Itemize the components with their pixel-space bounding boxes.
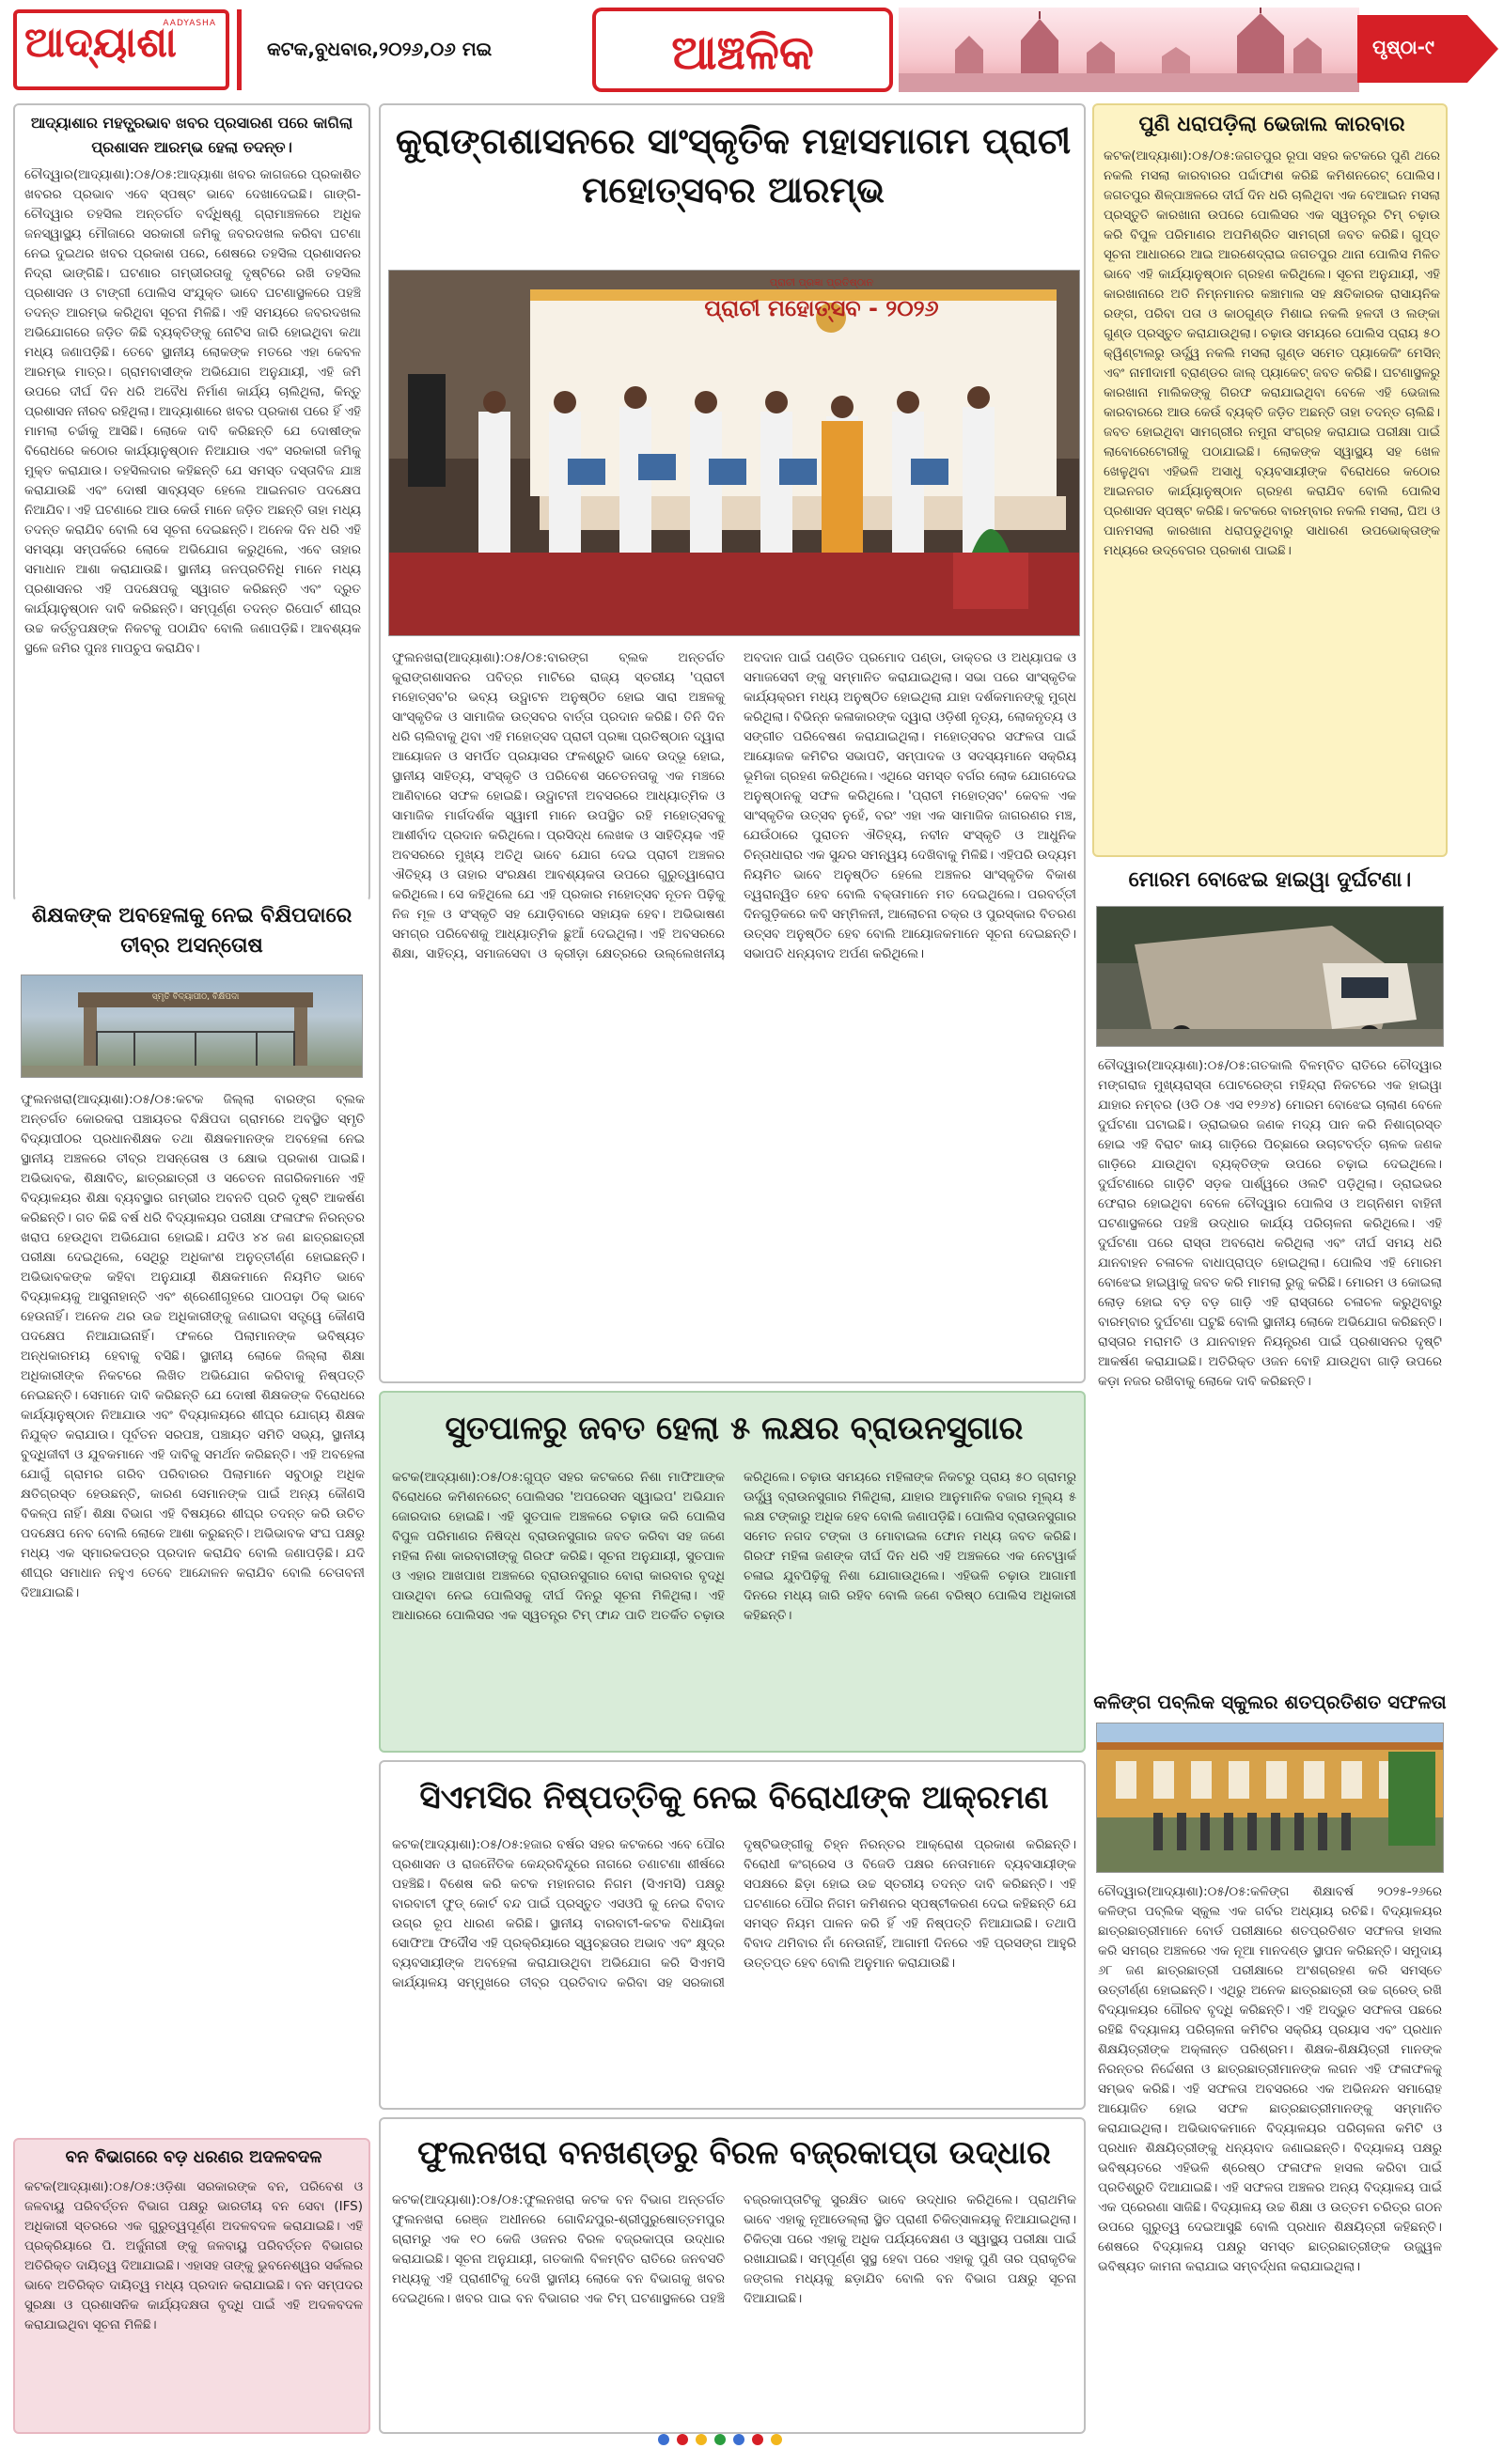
article-9-headline: ମୋରମ ବୋଝେଇ ହାଇୱା ଦୁର୍ଘଟଣା। bbox=[1128, 868, 1412, 892]
dateline: କଟକ,ବୁଧବାର,୨୦୨୬,୦୬ ମଇ bbox=[267, 38, 493, 60]
article-2 bbox=[13, 897, 370, 2105]
article-1 bbox=[13, 103, 370, 902]
article-4 bbox=[379, 103, 1086, 1383]
article-2-body: ଫୁଲନଖରା(ଆଦ୍ୟାଶା):୦୫/୦୫:କଟକ ଜିଲ୍ଲା ବାରଙ୍ଗ ବ୍ଲକ ଅନ୍ତର୍ଗତ କୋରକରା ପଞ୍ଚାୟତର ବିକ୍ଷିପଦା ଗ୍ରାମରେ ଅବସ୍ଥିତ ସ୍ମୃତି ବିଦ୍ୟାପୀଠର ପ୍ରଧାନଶିକ୍ଷକ ତଥା ଶିକ୍ଷକମାନଙ୍କ ଅବହେଳା ନେଇ ସ୍ଥାନୀୟ ଅଞ୍ଚଳରେ ତୀବ୍ର ଅସନ୍ତୋଷ ଓ କ୍ଷୋଭ ପ୍ରକାଶ ପାଇଛି। ଅଭିଭାବକ, ଶିକ୍ଷାବିତ୍, ଛାତ୍ରଛାତ୍ରୀ ଓ ସଚେତନ ନାଗରିକମାନେ ଏହି ବିଦ୍ୟାଳୟର ଶିକ୍ଷା ବ୍ୟବସ୍ଥାର ଗମ୍ଭୀର ଅବନତି ପ୍ରତି ଦୃଷ୍ଟି ଆକର୍ଷଣ କରିଛନ୍ତି। ଗତ କିଛି ବର୍ଷ ଧରି ବିଦ୍ୟାଳୟର ପରୀକ୍ଷା ଫଳାଫଳ ନିରନ୍ତର ଖରାପ ହେଉଥିବା ଅଭିଯୋଗ ହୋଇଛି। ଯଦିଓ ୪୪ ଜଣ ଛାତ୍ରଛାତ୍ରୀ ପରୀକ୍ଷା ଦେଇଥିଲେ, ସେଥିରୁ ଅଧିକାଂଶ ଅନୁତ୍ତୀର୍ଣ୍ଣ ହୋଇଛନ୍ତି। ଅଭିଭାବକଙ୍କ କହିବା ଅନୁଯାୟୀ ଶିକ୍ଷକମାନେ ନିୟମିତ ଭାବେ ବିଦ୍ୟାଳୟକୁ ଆସୁନାହାନ୍ତି ଏବଂ ଶ୍ରେଣୀଗୃହରେ ପାଠପଢ଼ା ଠିକ୍ ଭାବେ ହେଉନାହିଁ। ଅନେକ ଥର ଉଚ୍ଚ ଅଧିକାରୀଙ୍କୁ ଜଣାଇବା ସତ୍ତ୍ୱେ କୌଣସି ପଦକ୍ଷେପ ନିଆଯାଇନାହିଁ। ଫଳରେ ପିଲାମାନଙ୍କ ଭବିଷ୍ୟତ ଅନ୍ଧକାରମୟ ହେବାକୁ ବସିଛି। ସ୍ଥାନୀୟ ଲୋକେ ଜିଲ୍ଲା ଶିକ୍ଷା ଅଧିକାରୀଙ୍କ ନିକଟରେ ଲିଖିତ ଅଭିଯୋଗ କରିବାକୁ ନିଷ୍ପତ୍ତି ନେଇଛନ୍ତି। ସେମାନେ ଦାବି କରିଛନ୍ତି ଯେ ଦୋଷୀ ଶିକ୍ଷକଙ୍କ ବିରୋଧରେ କାର୍ଯ୍ୟାନୁଷ୍ଠାନ ନିଆଯାଉ ଏବଂ ବିଦ୍ୟାଳୟରେ ଶୀଘ୍ର ଯୋଗ୍ୟ ଶିକ୍ଷକ ନିଯୁକ୍ତ କରାଯାଉ। ପୂର୍ବତନ ସରପଞ୍ଚ, ପଞ୍ଚାୟତ ସମିତି ସଭ୍ୟ, ସ୍ଥାନୀୟ ବୁଦ୍ଧିଜୀବୀ ଓ ଯୁବକମାନେ ଏହି ଦାବିକୁ ସମର୍ଥନ କରିଛନ୍ତି। ଏହି ଅବହେଳା ଯୋଗୁଁ ଗ୍ରାମର ଗରିବ ପରିବାରର ପିଲାମାନେ ସବୁଠାରୁ ଅଧିକ କ୍ଷତିଗ୍ରସ୍ତ ହେଉଛନ୍ତି, କାରଣ ସେମାନଙ୍କ ପାଇଁ ଅନ୍ୟ କୌଣସି ବିକଳ୍ପ ନାହିଁ। ଶିକ୍ଷା ବିଭାଗ ଏହି ବିଷୟରେ ଶୀଘ୍ର ତଦନ୍ତ କରି ଉଚିତ ପଦକ୍ଷେପ ନେବ ବୋଲି ଲୋକେ ଆଶା କରୁଛନ୍ତି। ଅଭିଭାବକ ସଂଘ ପକ୍ଷରୁ ମଧ୍ୟ ଏକ ସ୍ମାରକପତ୍ର ପ୍ରଦାନ କରାଯିବ ବୋଲି ଜଣାପଡ଼ିଛି। ଯଦି ଶୀଘ୍ର ସମାଧାନ ନହୁଏ ତେବେ ଆନ୍ଦୋଳନ କରାଯିବ ବୋଲି ଚେତାବନୀ ଦିଆଯାଇଛି। bbox=[21, 1092, 365, 1600]
dot-red-2-icon bbox=[752, 2434, 763, 2445]
festival-stage-photo bbox=[388, 270, 1080, 636]
article-3-headline: ବନ ବିଭାଗରେ ବଡ଼ ଧରଣର ଅଦଳବଦଳ bbox=[65, 2147, 322, 2167]
article-8 bbox=[1092, 103, 1448, 857]
truck-accident-photo bbox=[1096, 906, 1444, 1047]
article-6 bbox=[379, 1760, 1086, 2110]
temple-banner bbox=[899, 8, 1359, 92]
page-number-tag bbox=[1357, 15, 1498, 83]
festival-stage-image bbox=[389, 271, 1080, 636]
article-7-body: କଟକ(ଆଦ୍ୟାଶା):୦୫/୦୫:ଫୁଲନଖରା କଟକ ବନ ବିଭାଗ ଅନ୍ତର୍ଗତ ଫୁଲନଖରା ରେଞ୍ଜ ଅଧୀନରେ ଗୋବିନ୍ଦପୁର-ଶ୍ରୀପୁରୁଷୋତ୍ତମପୁର ଗ୍ରାମରୁ ଏକ ୧୦ କେଜି ଓଜନର ବିରଳ ବଜ୍ରକାପ୍ତା ଉଦ୍ଧାର କରାଯାଇଛି। ସୂଚନା ଅନୁଯାୟୀ, ଗତକାଲି ବିଳମ୍ବିତ ରାତିରେ ଜନବସତି ମଧ୍ୟକୁ ଏହି ପ୍ରାଣୀଟିକୁ ଦେଖି ସ୍ଥାନୀୟ ଲୋକେ ବନ ବିଭାଗକୁ ଖବର ଦେଇଥିଲେ। ଖବର ପାଇ ବନ ବିଭାଗର ଏକ ଟିମ୍ ଘଟଣାସ୍ଥଳରେ ପହଞ୍ଚି ବଜ୍ରକାପ୍ତାଟିକୁ ସୁରକ୍ଷିତ ଭାବେ ଉଦ୍ଧାର କରିଥିଲେ। ପ୍ରାଥମିକ ଭାବେ ଏହାକୁ ନୂଆଡେଲ୍ଲା ସ୍ଥିତ ପ୍ରାଣୀ ଚିକିତ୍ସାଳୟକୁ ନିଆଯାଇଥିଲା। ଚିକିତ୍ସା ପରେ ଏହାକୁ ଅଧିକ ପର୍ଯ୍ୟବେକ୍ଷଣ ଓ ସ୍ୱାସ୍ଥ୍ୟ ପରୀକ୍ଷା ପାଇଁ ରଖାଯାଇଛି। ସମ୍ପୂର୍ଣ୍ଣ ସୁସ୍ଥ ହେବା ପରେ ଏହାକୁ ପୁଣି ତାର ପ୍ରାକୃତିକ ଜଙ୍ଗଲ ମଧ୍ୟକୁ ଛଡ଼ାଯିବ ବୋଲି ବନ ବିଭାଗ ପକ୍ଷରୁ ସୂଚନା ଦିଆଯାଇଛି। bbox=[392, 2192, 1076, 2306]
article-1-headline: ଆଦ୍ୟାଶାର ମହତ୍ପ୍ରଭାବ ଖବର ପ୍ରସାରଣ ପରେ କାଗିଲା ପ୍ରଶାସନ ଆରମ୍ଭ ହେଲା ତଦନ୍ତ। bbox=[30, 114, 353, 156]
article-8-body: କଟକ(ଆଦ୍ୟାଶା):୦୫/୦୫:ଜଗତପୁର ରୂପା ସହର କଟକରେ ପୁଣି ଥରେ ନକଲି ମସଲା କାରବାରର ପର୍ଦ୍ଦାଫାଶ କରିଛି କମିଶନରେଟ୍ ପୋଲିସ। ଜଗତପୁର ଶିଳ୍ପାଞ୍ଚଳରେ ଦୀର୍ଘ ଦିନ ଧରି ଚାଲିଥିବା ଏକ ବେଆଇନ ମସଲା ପ୍ରସ୍ତୁତି କାରଖାନା ଉପରେ ପୋଲିସର ଏକ ସ୍ୱତନ୍ତ୍ର ଟିମ୍ ଚଢ଼ାଉ କରି ବିପୁଳ ପରିମାଣର ଅପମିଶ୍ରିତ ସାମଗ୍ରୀ ଜବତ କରିଛି। ଗୁପ୍ତ ସୂଚନା ଆଧାରରେ ଆଇ ଆରଶେଦ୍ରାଇ ଜଗତପୁର ଥାନା ପୋଲିସ ମିଳିତ ଭାବେ ଏହି କାର୍ଯ୍ୟାନୁଷ୍ଠାନ ଗ୍ରହଣ କରିଥିଲେ। ସୂଚନା ଅନୁଯାୟୀ, ଏହି କାରଖାନାରେ ଅତି ନିମ୍ନମାନର କଞ୍ଚାମାଲ ସହ କ୍ଷତିକାରକ ରାସାୟନିକ ରଙ୍ଗ, ପରିବା ପତା ଓ କାଠଗୁଣ୍ଡ ମିଶାଇ ନକଲି ହଳଦୀ ଓ ଲଙ୍କା ଗୁଣ୍ଡ ପ୍ରସ୍ତୁତ କରାଯାଉଥିଲା। ଚଢ଼ାଉ ସମୟରେ ପୋଲିସ ପ୍ରାୟ ୫୦ କ୍ୱିଣ୍ଟାଲରୁ ଊର୍ଦ୍ଧ୍ୱ ନକଲି ମସଲା ଗୁଣ୍ଡ ସମେତ ପ୍ୟାକେଜିଂ ମେସିନ୍ ଏବଂ ନାମୀଦାମୀ ବ୍ରାଣ୍ଡର ଜାଲ୍ ପ୍ୟାକେଟ୍ ଜବତ କରିଛି। ଘଟଣାସ୍ଥଳରୁ କାରଖାନା ମାଲିକଙ୍କୁ ଗିରଫ କରାଯାଇଥିବା ବେଳେ ଏହି ଭେଜାଲ କାରବାରରେ ଆଉ କେଉଁ ବ୍ୟକ୍ତି ଜଡ଼ିତ ଅଛନ୍ତି ତାହା ତଦନ୍ତ ଚାଲିଛି। ଜବତ ହୋଇଥିବା ସାମଗ୍ରୀର ନମୁନା ସଂଗ୍ରହ କରାଯାଇ ପରୀକ୍ଷା ପାଇଁ ଲାବୋରେଟୋରୀକୁ ପଠାଯାଇଛି। ଲୋକଙ୍କ ସ୍ୱାସ୍ଥ୍ୟ ସହ ଖେଳ ଖେଳୁଥିବା ଏହିଭଳି ଅସାଧୁ ବ୍ୟବସାୟୀଙ୍କ ବିରୋଧରେ କଠୋର ଆଇନଗତ କାର୍ଯ୍ୟାନୁଷ୍ଠାନ ଗ୍ରହଣ କରାଯିବ ବୋଲି ପୋଲିସ ପ୍ରଶାସନ ସ୍ପଷ୍ଟ କରିଛି। କଟକରେ ବାରମ୍ବାର ନକଲି ମସଲା, ଘିଅ ଓ ପାନମସଲା କାରଖାନା ଧରାପଡୁଥିବାରୁ ସାଧାରଣ ଉପଭୋକ୍ତାଙ୍କ ମଧ୍ୟରେ ଉଦ୍ବେଗର ପ୍ରକାଶ ପାଇଛି। bbox=[1104, 148, 1440, 558]
dot-yellow-icon bbox=[696, 2434, 707, 2445]
dot-green-icon bbox=[714, 2434, 726, 2445]
article-5-headline: ସୁତପାଳରୁ ଜବତ ହେଲା ୫ ଲକ୍ଷର ବ୍ରାଉନସୁଗାର bbox=[445, 1410, 1024, 1447]
section-title-box bbox=[592, 8, 893, 92]
truck-accident-image bbox=[1097, 907, 1444, 1047]
article-4-headline: କୁରାଙ୍ଗଶାସନରେ ସାଂସ୍କୃତିକ ମହାସମାଗମ ପ୍ରାଚୀ ମହୋତ୍ସବର ଆରମ୍ଭ bbox=[395, 120, 1072, 211]
article-6-body: କଟକ(ଆଦ୍ୟାଶା):୦୫/୦୫:ହଜାର ବର୍ଷର ସହର କଟକରେ ଏବେ ପୌର ପ୍ରଶାସନ ଓ ରାଜନୈତିକ କେନ୍ଦ୍ରବିନ୍ଦୁରେ ନାଗରେ ତଣାଟଣା ଶୀର୍ଷରେ ପହଞ୍ଚିଛି। ବିଶେଷ କରି କଟକ ମହାନଗର ନିଗମ (ସିଏମସି) ପକ୍ଷରୁ ବାରବାଟୀ ଫୁଡ୍ କୋର୍ଟ ବନ୍ଦ ପାଇଁ ପ୍ରସ୍ତୁତ ଏସଓପି କୁ ନେଇ ବିବାଦ ଉଗ୍ର ରୂପ ଧାରଣ କରିଛି। ସ୍ଥାନୀୟ ବାରବାଟୀ-କଟକ ବିଧାୟିକା ସୋଫିଆ ଫିର୍ଦୌସ ଏହି ପ୍ରକ୍ରିୟାରେ ସ୍ୱଚ୍ଛତାର ଅଭାବ ଏବଂ କ୍ଷୁଦ୍ର ବ୍ୟବସାୟୀଙ୍କ ଅବହେଳା କରାଯାଉଥିବା ଅଭିଯୋଗ କରି ସିଏମସି କାର୍ଯ୍ୟାଳୟ ସମ୍ମୁଖରେ ତୀବ୍ର ପ୍ରତିବାଦ କରିବା ସହ ସରକାରୀ ଦୃଷ୍ଟିଭଙ୍ଗୀକୁ ଚିହ୍ନ ନିରନ୍ତର ଆକ୍ରୋଶ ପ୍ରକାଶ କରିଛନ୍ତି। ବିରୋଧୀ କଂଗ୍ରେସ ଓ ବିଜେଡି ପକ୍ଷର ନେତାମାନେ ବ୍ୟବସାୟୀଙ୍କ ସପକ୍ଷରେ ଛିଡ଼ା ହୋଇ ଉଚ୍ଚ ସ୍ତରୀୟ ତଦନ୍ତ ଦାବି କରିଛନ୍ତି। ଏହି ଘଟଣାରେ ପୌର ନିଗମ କମିଶନର ସ୍ପଷ୍ଟୀକରଣ ଦେଇ କହିଛନ୍ତି ଯେ ସମସ୍ତ ନିୟମ ପାଳନ କରି ହିଁ ଏହି ନିଷ୍ପତ୍ତି ନିଆଯାଇଛି। ତଥାପି ବିବାଦ ଥମିବାର ନାଁ ନେଉନାହିଁ, ଆଗାମୀ ଦିନରେ ଏହି ପ୍ରସଙ୍ଗ ଆହୁରି ଉତ୍ତପ୍ତ ହେବ ବୋଲି ଅନୁମାନ କରାଯାଉଛି। bbox=[392, 1837, 1076, 1990]
page-number: ପୃଷ୍ଠା-୯ bbox=[1372, 36, 1434, 58]
article-6-headline: ସିଏମସିର ନିଷ୍ପତ୍ତିକୁ ନେଇ ବିରୋଧୀଙ୍କ ଆକ୍ରମଣ bbox=[419, 1779, 1049, 1817]
article-10 bbox=[1092, 1687, 1448, 2434]
dot-red-icon bbox=[677, 2434, 688, 2445]
page-indicator-dots bbox=[658, 2434, 846, 2449]
article-5-body: କଟକ(ଆଦ୍ୟାଶା):୦୫/୦୫:ଗୁପ୍ତ ସହର କଟକରେ ନିଶା ମାଫିଆଙ୍କ ବିରୋଧରେ କମିଶନରେଟ୍ ପୋଲିସର 'ଅପରେସନ ସ୍ୱାଇପ' ଅଭିଯାନ ଜୋରଦାର ହୋଇଛି। ଏହି ସୁତପାଳ ଅଞ୍ଚଳରେ ଚଢ଼ାଉ କରି ପୋଲିସ ବିପୁଳ ପରିମାଣର ନିଷିଦ୍ଧ ବ୍ରାଉନସୁଗାର ଜବତ କରିବା ସହ ଜଣେ ମହିଳା ନିଶା କାରବାରୀଙ୍କୁ ଗିରଫ କରିଛି। ସୂଚନା ଅନୁଯାୟୀ, ସୁତପାଳ ଓ ଏହାର ଆଖପାଖ ଅଞ୍ଚଳରେ ବ୍ରାଉନସୁଗାର ବୋରା କାରବାର ବୃଦ୍ଧି ପାଉଥିବା ନେଇ ପୋଲିସକୁ ଦୀର୍ଘ ଦିନରୁ ସୂଚନା ମିଳିଥିଲା। ଏହି ଆଧାରରେ ପୋଲିସର ଏକ ସ୍ୱତନ୍ତ୍ର ଟିମ୍ ଫାନ୍ଦ ପାତି ଅତର୍କିତ ଚଢ଼ାଉ କରିଥିଲେ। ଚଢ଼ାଉ ସମୟରେ ମହିଳାଙ୍କ ନିକଟରୁ ପ୍ରାୟ ୫୦ ଗ୍ରାମରୁ ଊର୍ଦ୍ଧ୍ୱ ବ୍ରାଉନସୁଗାର ମିଳିଥିଲା, ଯାହାର ଆନୁମାନିକ ବଜାର ମୂଲ୍ୟ ୫ ଲକ୍ଷ ଟଙ୍କାରୁ ଅଧିକ ହେବ ବୋଲି ଜଣାପଡ଼ିଛି। ପୋଲିସ ବ୍ରାଉନସୁଗାର ସମେତ ନଗଦ ଟଙ୍କା ଓ ମୋବାଇଲ ଫୋନ ମଧ୍ୟ ଜବତ କରିଛି। ଗିରଫ ମହିଳା ଜଣଙ୍କ ଦୀର୍ଘ ଦିନ ଧରି ଏହି ଅଞ୍ଚଳରେ ଏକ ନେଟୱାର୍କ ଚଳାଇ ଯୁବପିଢ଼ିକୁ ନିଶା ଯୋଗାଉଥିଲେ। ଏହିଭଳି ଚଢ଼ାଉ ଆଗାମୀ ଦିନରେ ମଧ୍ୟ ଜାରି ରହିବ ବୋଲି ଜଣେ ବରିଷ୍ଠ ପୋଲିସ ଅଧିକାରୀ କହିଛନ୍ତି। bbox=[392, 1470, 1076, 1623]
section-title: ଆଞ୍ଚଳିକ bbox=[671, 24, 814, 80]
logo-subtext: AADYASHA bbox=[163, 19, 216, 28]
article-10-headline: କଳିଙ୍ଗ ପବ୍ଲିକ ସ୍କୁଲର ଶତପ୍ରତିଶତ ସଫଳତା bbox=[1093, 1691, 1447, 1713]
article-2-headline: ଶିକ୍ଷକଙ୍କ ଅବହେଳାକୁ ନେଇ ବିକ୍ଷିପଦାରେ ତୀବ୍ର ଅସନ୍ତୋଷ bbox=[31, 904, 352, 958]
temple-silhouette-icon bbox=[899, 8, 1359, 92]
masthead-divider bbox=[237, 9, 242, 90]
festival-banner-top: ପ୍ରାଚୀ ପ୍ରଜ୍ଞା ପ୍ରତିଷ୍ଠାନ bbox=[769, 276, 874, 289]
article-3-body: କଟକ(ଆଦ୍ୟାଶା):୦୫/୦୫:ଓଡ଼ିଶା ସରକାରଙ୍କ ବନ, ପରିବେଶ ଓ ଜଳବାୟୁ ପରିବର୍ତ୍ତନ ବିଭାଗ ପକ୍ଷରୁ ଭାରତୀୟ ବନ ସେବା (IFS) ଅଧିକାରୀ ସ୍ତରରେ ଏକ ଗୁରୁତ୍ୱପୂର୍ଣ୍ଣ ଅଦଳବଦଳ କରାଯାଇଛି। ଏହି ପ୍ରକ୍ରିୟାରେ ପି. ଅର୍ଜୁନାରୀ ଙ୍କୁ ଜଳବାୟୁ ପରିବର୍ତ୍ତନ ବିଭାଗର ଅତିରିକ୍ତ ଦାୟିତ୍ୱ ଦିଆଯାଇଛି। ଏହାସହ ତାଙ୍କୁ ଭୁବନେଶ୍ୱର ସର୍କଲର ଭାବେ ଅତିରିକ୍ତ ଦାୟିତ୍ୱ ମଧ୍ୟ ପ୍ରଦାନ କରାଯାଇଛି। ବନ ସମ୍ପଦର ସୁରକ୍ଷା ଓ ପ୍ରଶାସନିକ କାର୍ଯ୍ୟଦକ୍ଷତା ବୃଦ୍ଧି ପାଇଁ ଏହି ଅଦଳବଦଳ କରାଯାଇଥିବା ସୂଚନା ମିଳିଛି। bbox=[24, 2179, 363, 2332]
school-students-image bbox=[1097, 1723, 1444, 1873]
dot-yellow-2-icon bbox=[771, 2434, 782, 2445]
article-5 bbox=[379, 1391, 1086, 1753]
dot-blue-2-icon bbox=[733, 2434, 744, 2445]
article-3 bbox=[13, 2138, 370, 2434]
school-gate-label: ସ୍ମୃତି ବିଦ୍ୟାପୀଠ, ବିକ୍ଷିପଦା bbox=[151, 992, 240, 1002]
dot-blue-icon bbox=[658, 2434, 669, 2445]
article-7-headline: ଫୁଲନଖରା ବନଖଣ୍ଡରୁ ବିରଳ ବଜ୍ରକାପ୍ତା ଉଦ୍ଧାର bbox=[417, 2134, 1051, 2172]
logo-text: ଆଦ୍ୟାଶା bbox=[24, 19, 177, 67]
article-1-body: ଚୌଦ୍ୱାର(ଆଦ୍ୟାଶା):୦୫/୦୫:ଆଦ୍ୟାଶା ଖବର କାଗଜରେ ପ୍ରକାଶିତ ଖବରର ପ୍ରଭାବ ଏବେ ସ୍ପଷ୍ଟ ଭାବେ ଦେଖାଦେଇଛି। ଗାଙ୍ଗି-ଚୌଦ୍ୱାର ତହସିଲ ଅନ୍ତର୍ଗତ ବର୍ଦ୍ଧିଷ୍ଣୁ ଗ୍ରାମାଞ୍ଚଳରେ ଅଧିକ ଜନସ୍ୱାସ୍ଥ୍ୟ ମୌଜାରେ ସରକାରୀ ଜମିକୁ ଜବରଦଖଲ କରିବା ଘଟଣା ନେଇ ଦୁଇଥର ଖବର ପ୍ରକାଶ ପରେ, ଶେଷରେ ତହସିଲ ପ୍ରଶାସନର ନିଦ୍ରା ଭାଙ୍ଗିଛି। ଘଟଣାର ଗମ୍ଭୀରତାକୁ ଦୃଷ୍ଟିରେ ରଖି ତହସିଲ ପ୍ରଶାସନ ଓ ଟାଙ୍ଗୀ ପୋଲିସ ସଂଯୁକ୍ତ ଭାବେ ଘଟଣାସ୍ଥଳରେ ପହଞ୍ଚି ତଦନ୍ତ ଆରମ୍ଭ କରିଥିବା ସୂଚନା ମିଳିଛି। ଏହି ସମୟରେ ଜବରଦଖଲ ଅଭିଯୋଗରେ ଜଡ଼ିତ କିଛି ବ୍ୟକ୍ତିଙ୍କୁ ନୋଟିସ ଜାରି ହୋଇଥିବା କଥା ମଧ୍ୟ ଜଣାପଡ଼ିଛି। ତେବେ ସ୍ଥାନୀୟ ଲୋକଙ୍କ ମତରେ ଏହା କେବଳ ଆରମ୍ଭ ମାତ୍ର। ଗ୍ରାମବାସୀଙ୍କ ଅଭିଯୋଗ ଅନୁଯାୟୀ, ଏହି ଜମି ଉପରେ ଦୀର୍ଘ ଦିନ ଧରି ଅବୈଧ ନିର୍ମାଣ କାର୍ଯ୍ୟ ଚାଲିଥିଲା, କିନ୍ତୁ ପ୍ରଶାସନ ନୀରବ ରହିଥିଲା। ଆଦ୍ୟାଶାରେ ଖବର ପ୍ରକାଶ ପରେ ହିଁ ଏହି ମାମଲା ଚର୍ଚ୍ଚାକୁ ଆସିଛି। ଲୋକେ ଦାବି କରିଛନ୍ତି ଯେ ଦୋଷୀଙ୍କ ବିରୋଧରେ କଠୋର କାର୍ଯ୍ୟାନୁଷ୍ଠାନ ନିଆଯାଉ ଏବଂ ସରକାରୀ ଜମିକୁ ମୁକ୍ତ କରାଯାଉ। ତହସିଲଦାର କହିଛନ୍ତି ଯେ ସମସ୍ତ ଦସ୍ତାବିଜ ଯାଞ୍ଚ କରାଯାଉଛି ଏବଂ ଦୋଷୀ ସାବ୍ୟସ୍ତ ହେଲେ ଆଇନଗତ ପଦକ୍ଷେପ ନିଆଯିବ। ଏହି ଘଟଣାରେ ଆଉ କେଉଁ ମାନେ ଜଡ଼ିତ ଅଛନ୍ତି ତାହା ମଧ୍ୟ ତଦନ୍ତ କରାଯିବ ବୋଲି ସେ ସୂଚନା ଦେଇଛନ୍ତି। ଅନେକ ଦିନ ଧରି ଏହି ସମସ୍ୟା ସମ୍ପର୍କରେ ଲୋକେ ଅଭିଯୋଗ କରୁଥିଲେ, ଏବେ ତାହାର ସମାଧାନ ଆଶା କରାଯାଉଛି। ସ୍ଥାନୀୟ ଜନପ୍ରତିନିଧି ମାନେ ମଧ୍ୟ ପ୍ରଶାସନର ଏହି ପଦକ୍ଷେପକୁ ସ୍ୱାଗତ କରିଛନ୍ତି ଏବଂ ଦ୍ରୁତ କାର୍ଯ୍ୟାନୁଷ୍ଠାନ ଦାବି କରିଛନ୍ତି। ସମ୍ପୂର୍ଣ୍ଣ ତଦନ୍ତ ରିପୋର୍ଟ ଶୀଘ୍ର ଉଚ୍ଚ କର୍ତ୍ତୃପକ୍ଷଙ୍କ ନିକଟକୁ ପଠାଯିବ ବୋଲି ଜଣାପଡ଼ିଛି। ଆବଶ୍ୟକ ସ୍ଥଳେ ଜମିର ପୁନଃ ମାପଚୁପ କରାଯିବ। bbox=[24, 167, 361, 656]
school-gate-image bbox=[22, 975, 363, 1078]
masthead bbox=[0, 0, 1504, 100]
school-students-photo bbox=[1096, 1723, 1444, 1873]
article-4-body: ଫୁଲନଖରା(ଆଦ୍ୟାଶା):୦୫/୦୫:ବାରଙ୍ଗ ବ୍ଲକ ଅନ୍ତର୍ଗତ କୁରାଙ୍ଗଶାସନର ପବିତ୍ର ମାଟିରେ ରାଜ୍ୟ ସ୍ତରୀୟ 'ପ୍ରାଚୀ ମହୋତ୍ସବ'ର ଭବ୍ୟ ଉଦ୍ଘାଟନ ଅନୁଷ୍ଠିତ ହୋଇ ସାରା ଅଞ୍ଚଳକୁ ସାଂସ୍କୃତିକ ଓ ସାମାଜିକ ଉତ୍ସବର ବାର୍ତ୍ତା ପ୍ରଦାନ କରିଛି। ତିନି ଦିନ ଧରି ଚାଲିବାକୁ ଥିବା ଏହି ମହୋତ୍ସବ ପ୍ରାଚୀ ପ୍ରଜ୍ଞା ପ୍ରତିଷ୍ଠାନ ଦ୍ୱାରା ଆୟୋଜନ ଓ ସମର୍ପିତ ପ୍ରୟାସର ଫଳଶ୍ରୁତି ଭାବେ ଉଦ୍ଭୂ ହୋଇ, ସ୍ଥାନୀୟ ସାହିତ୍ୟ, ସଂସ୍କୃତି ଓ ପରିବେଶ ସଚେତନତାକୁ ଏକ ମଞ୍ଚରେ ଆଣିବାରେ ସଫଳ ହୋଇଛି। ଉଦ୍ଘାଟନୀ ଅବସରରେ ଆଧ୍ୟାତ୍ମିକ ଓ ସାମାଜିକ ମାର୍ଗଦର୍ଶକ ସ୍ୱାମୀ ମାନେ ଉପସ୍ଥିତ ରହି ମହୋତ୍ସବକୁ ଆଶୀର୍ବାଦ ପ୍ରଦାନ କରିଥିଲେ। ପ୍ରସିଦ୍ଧ ଲେଖକ ଓ ସାହିତ୍ୟିକ ଏହି ଅବସରରେ ମୁଖ୍ୟ ଅତିଥି ଭାବେ ଯୋଗ ଦେଇ ପ୍ରାଚୀ ଅଞ୍ଚଳର ଐତିହ୍ୟ ଓ ତାହାର ସଂରକ୍ଷଣ ଆବଶ୍ୟକତା ଉପରେ ଗୁରୁତ୍ୱାରୋପ କରିଥିଲେ। ସେ କହିଥିଲେ ଯେ ଏହି ପ୍ରକାର ମହୋତ୍ସବ ନୂତନ ପିଢ଼ିକୁ ନିଜ ମୂଳ ଓ ସଂସ୍କୃତି ସହ ଯୋଡ଼ିବାରେ ସହାୟକ ହେବ। ଅଭିଭାଷଣ ସମଗ୍ର ପରିବେଶକୁ ଆଧ୍ୟାତ୍ମିକ ଛୁଆଁ ଦେଇଥିଲା। ଏହି ଅବସରରେ ଶିକ୍ଷା, ସାହିତ୍ୟ, ସମାଜସେବା ଓ କ୍ରୀଡ଼ା କ୍ଷେତ୍ରରେ ଉଲ୍ଲେଖନୀୟ ଅବଦାନ ପାଇଁ ପଣ୍ଡିତ ପ୍ରମୋଦ ପଣ୍ଡା, ଡାକ୍ତର ଓ ଅଧ୍ୟାପକ ଓ ସମାଜସେବୀ ଙ୍କୁ ସମ୍ମାନିତ କରାଯାଇଥିଲା। ସଭା ପରେ ସାଂସ୍କୃତିକ କାର୍ଯ୍ୟକ୍ରମ ମଧ୍ୟ ଅନୁଷ୍ଠିତ ହୋଇଥିଲା ଯାହା ଦର୍ଶକମାନଙ୍କୁ ମୁଗ୍ଧ କରିଥିଲା। ବିଭିନ୍ନ କଳାକାରଙ୍କ ଦ୍ୱାରା ଓଡ଼ିଶୀ ନୃତ୍ୟ, ଲୋକନୃତ୍ୟ ଓ ସଙ୍ଗୀତ ପରିବେଷଣ କରାଯାଇଥିଲା। ମହୋତ୍ସବର ସଫଳତା ପାଇଁ ଆୟୋଜକ କମିଟିର ସଭାପତି, ସମ୍ପାଦକ ଓ ସଦସ୍ୟମାନେ ସକ୍ରିୟ ଭୂମିକା ଗ୍ରହଣ କରିଥିଲେ। ଏଥିରେ ସମସ୍ତ ବର୍ଗର ଲୋକ ଯୋଗଦେଇ ଅନୁଷ୍ଠାନକୁ ସଫଳ କରିଥିଲେ। 'ପ୍ରାଚୀ ମହୋତ୍ସବ' କେବଳ ଏକ ସାଂସ୍କୃତିକ ଉତ୍ସବ ନୁହେଁ, ବରଂ ଏହା ଏକ ସାମାଜିକ ଜାଗରଣର ମଞ୍ଚ, ଯେଉଁଠାରେ ପୁରାତନ ଐତିହ୍ୟ, ନବୀନ ସଂସ୍କୃତି ଓ ଆଧୁନିକ ଚିନ୍ତାଧାରାର ଏକ ସୁନ୍ଦର ସମନ୍ୱୟ ଦେଖିବାକୁ ମିଳିଛି। ଏହିପରି ଉଦ୍ୟମ ନିୟମିତ ଭାବେ ଅନୁଷ୍ଠିତ ହେଲେ ଅଞ୍ଚଳର ସାଂସ୍କୃତିକ ବିକାଶ ତ୍ୱରାନ୍ୱିତ ହେବ ବୋଲି ବକ୍ତାମାନେ ମତ ଦେଇଥିଲେ। ପରବର୍ତ୍ତୀ ଦିନଗୁଡ଼ିକରେ କବି ସମ୍ମିଳନୀ, ଆଲୋଚନା ଚକ୍ର ଓ ପୁରସ୍କାର ବିତରଣ ଉତ୍ସବ ଅନୁଷ୍ଠିତ ହେବ ବୋଲି ଆୟୋଜକମାନେ ସୂଚନା ଦେଇଛନ୍ତି। ସଭାପତି ଧନ୍ୟବାଦ ଅର୍ପଣ କରିଥିଲେ। bbox=[392, 650, 1076, 961]
school-gate-photo bbox=[21, 975, 363, 1078]
article-10-body: ଚୌଦ୍ୱାର(ଆଦ୍ୟାଶା):୦୫/୦୫:କଳିଙ୍ଗ ଶିକ୍ଷାବର୍ଷ ୨୦୨୫-୨୬ରେ କଳିଙ୍ଗ ପବ୍ଲିକ ସ୍କୁଲ ଏକ ଗର୍ବର ଅଧ୍ୟାୟ ରଚିଛି। ବିଦ୍ୟାଳୟର ଛାତ୍ରଛାତ୍ରୀମାନେ ବୋର୍ଡ ପରୀକ୍ଷାରେ ଶତପ୍ରତିଶତ ସଫଳତା ହାସଲ କରି ସମଗ୍ର ଅଞ୍ଚଳରେ ଏକ ନୂଆ ମାନଦଣ୍ଡ ସ୍ଥାପନ କରିଛନ୍ତି। ସମୁଦାୟ ୬୮ ଜଣ ଛାତ୍ରଛାତ୍ରୀ ପରୀକ୍ଷାରେ ଅଂଶଗ୍ରହଣ କରି ସମସ୍ତେ ଉତ୍ତୀର୍ଣ୍ଣ ହୋଇଛନ୍ତି। ଏଥିରୁ ଅନେକ ଛାତ୍ରଛାତ୍ରୀ ଉଚ୍ଚ ଗ୍ରେଡ୍ ରଖି ବିଦ୍ୟାଳୟର ଗୌରବ ବୃଦ୍ଧି କରିଛନ୍ତି। ଏହି ଅଦ୍ଭୁତ ସଫଳତା ପଛରେ ରହିଛି ବିଦ୍ୟାଳୟ ପରିଚାଳନା କମିଟିର ସକ୍ରିୟ ପ୍ରୟାସ ଏବଂ ପ୍ରଧାନ ଶିକ୍ଷୟିତ୍ରୀଙ୍କ ଅକ୍ଳାନ୍ତ ପରିଶ୍ରମ। ଶିକ୍ଷକ-ଶିକ୍ଷୟିତ୍ରୀ ମାନଙ୍କ ନିରନ୍ତର ନିର୍ଦ୍ଦେଶନା ଓ ଛାତ୍ରଛାତ୍ରୀମାନଙ୍କ ଲଗନ ଏହି ଫଳାଫଳକୁ ସମ୍ଭବ କରିଛି। ଏହି ସଫଳତା ଅବସରରେ ଏକ ଅଭିନନ୍ଦନ ସମାରୋହ ଆୟୋଜିତ ହୋଇ ସଫଳ ଛାତ୍ରଛାତ୍ରୀମାନଙ୍କୁ ସମ୍ମାନିତ କରାଯାଇଥିଲା। ଅଭିଭାବକମାନେ ବିଦ୍ୟାଳୟର ପରିଚାଳନା କମିଟି ଓ ପ୍ରଧାନ ଶିକ୍ଷୟିତ୍ରୀଙ୍କୁ ଧନ୍ୟବାଦ ଜଣାଇଛନ୍ତି। ବିଦ୍ୟାଳୟ ପକ୍ଷରୁ ଭବିଷ୍ୟତରେ ଏହିଭଳି ଶ୍ରେଷ୍ଠ ଫଳାଫଳ ହାସଲ କରିବା ପାଇଁ ପ୍ରତିଶ୍ରୁତି ଦିଆଯାଇଛି। ଏହି ସଫଳତା ଅଞ୍ଚଳର ଅନ୍ୟ ବିଦ୍ୟାଳୟ ପାଇଁ ଏକ ପ୍ରେରଣା ସାଜିଛି। ବିଦ୍ୟାଳୟ ଉଚ୍ଚ ଶିକ୍ଷା ଓ ଉତ୍ତମ ଚରିତ୍ର ଗଠନ ଉପରେ ଗୁରୁତ୍ୱ ଦେଇଆସୁଛି ବୋଲି ପ୍ରଧାନ ଶିକ୍ଷୟିତ୍ରୀ କହିଛନ୍ତି। ଶେଷରେ ବିଦ୍ୟାଳୟ ପକ୍ଷରୁ ସମସ୍ତ ଛାତ୍ରଛାତ୍ରୀଙ୍କ ଉଜ୍ଜ୍ୱଳ ଭବିଷ୍ୟତ କାମନା କରାଯାଇ ସମ୍ବର୍ଦ୍ଧନା କରାଯାଇଥିଲା। bbox=[1098, 1884, 1442, 2274]
festival-banner-text: ପ୍ରାଚୀ ମହୋତ୍ସବ - ୨୦୨୬ bbox=[704, 295, 939, 321]
article-9 bbox=[1092, 865, 1448, 1682]
article-8-headline: ପୁଣି ଧରାପଡ଼ିଲା ଭେଜାଲ କାରବାର bbox=[1138, 113, 1405, 136]
article-9-body: ଚୌଦ୍ୱାର(ଆଦ୍ୟାଶା):୦୫/୦୫:ଗତକାଲି ବିଳମ୍ବିତ ରାତିରେ ଚୌଦ୍ୱାର ମଙ୍ଗରାଜ ମୁଖ୍ୟରାସ୍ତା ପୋଟରେଙ୍ଗ ମହିନ୍ଦ୍ରା ନିକଟରେ ଏକ ହାଇୱା ଯାହାର ନମ୍ବର (ଓଡି ୦୫ ଏସ ୧୨୬୪) ମୋରମ ବୋଝେଇ ଚାଲାଣ ବେଳେ ଦୁର୍ଘଟଣା ଘଟାଇଛି। ଡ୍ରାଇଭର ଜଣକ ମଦ୍ୟ ପାନ କରି ନିଶାଗ୍ରସ୍ତ ହୋଇ ଏହି ବିରାଟ କାୟ ଗାଡ଼ିରେ ପିଚ୍ଛାରେ ଉଚାଟବର୍ତ୍ତ ଚାଳକ ଜଣକ ଗାଡ଼ିରେ ଯାଉଥିବା ବ୍ୟକ୍ତିଙ୍କ ଉପରେ ଚଢ଼ାଇ ଦେଇଥିଲେ। ଦୁର୍ଘଟଣାରେ ଗାଡ଼ିଟି ସଡ଼କ ପାର୍ଶ୍ୱରେ ଓଲଟି ପଡ଼ିଥିଲା। ଡ୍ରାଇଭର ଫେରାର ହୋଇଥିବା ବେଳେ ଚୌଦ୍ୱାର ପୋଲିସ ଓ ଅଗ୍ନିଶମ ବାହିନୀ ଘଟଣାସ୍ଥଳରେ ପହଞ୍ଚି ଉଦ୍ଧାର କାର୍ଯ୍ୟ ପରିଚାଳନା କରିଥିଲେ। ଏହି ଦୁର୍ଘଟଣା ପରେ ରାସ୍ତା ଅବରୋଧ କରିଥିଲା ଏବଂ ଦୀର୍ଘ ସମୟ ଧରି ଯାନବାହନ ଚଳାଚଳ ବାଧାପ୍ରାପ୍ତ ହୋଇଥିଲା। ପୋଲିସ ଏହି ମୋରମ ବୋଝେଇ ହାଇୱାକୁ ଜବତ କରି ମାମଲା ରୁଜୁ କରିଛି। ମୋରମ ଓ କୋଇଲା ଲୋଡ଼ ହୋଇ ବଡ଼ ବଡ଼ ଗାଡ଼ି ଏହି ରାସ୍ତାରେ ଚଳାଚଳ କରୁଥିବାରୁ ବାରମ୍ବାର ଦୁର୍ଘଟଣା ଘଟୁଛି ବୋଲି ସ୍ଥାନୀୟ ଲୋକେ ଅଭିଯୋଗ କରିଛନ୍ତି। ରାସ୍ତାର ମରାମତି ଓ ଯାନବାହନ ନିୟନ୍ତ୍ରଣ ପାଇଁ ପ୍ରଶାସନର ଦୃଷ୍ଟି ଆକର୍ଷଣ କରାଯାଇଛି। ଅତିରିକ୍ତ ଓଜନ ବୋହି ଯାଉଥିବା ଗାଡ଼ି ଉପରେ କଡ଼ା ନଜର ରଖିବାକୁ ଲୋକେ ଦାବି କରିଛନ୍ତି। bbox=[1098, 1058, 1442, 1389]
article-7 bbox=[379, 2117, 1086, 2434]
newspaper-logo bbox=[13, 9, 229, 90]
